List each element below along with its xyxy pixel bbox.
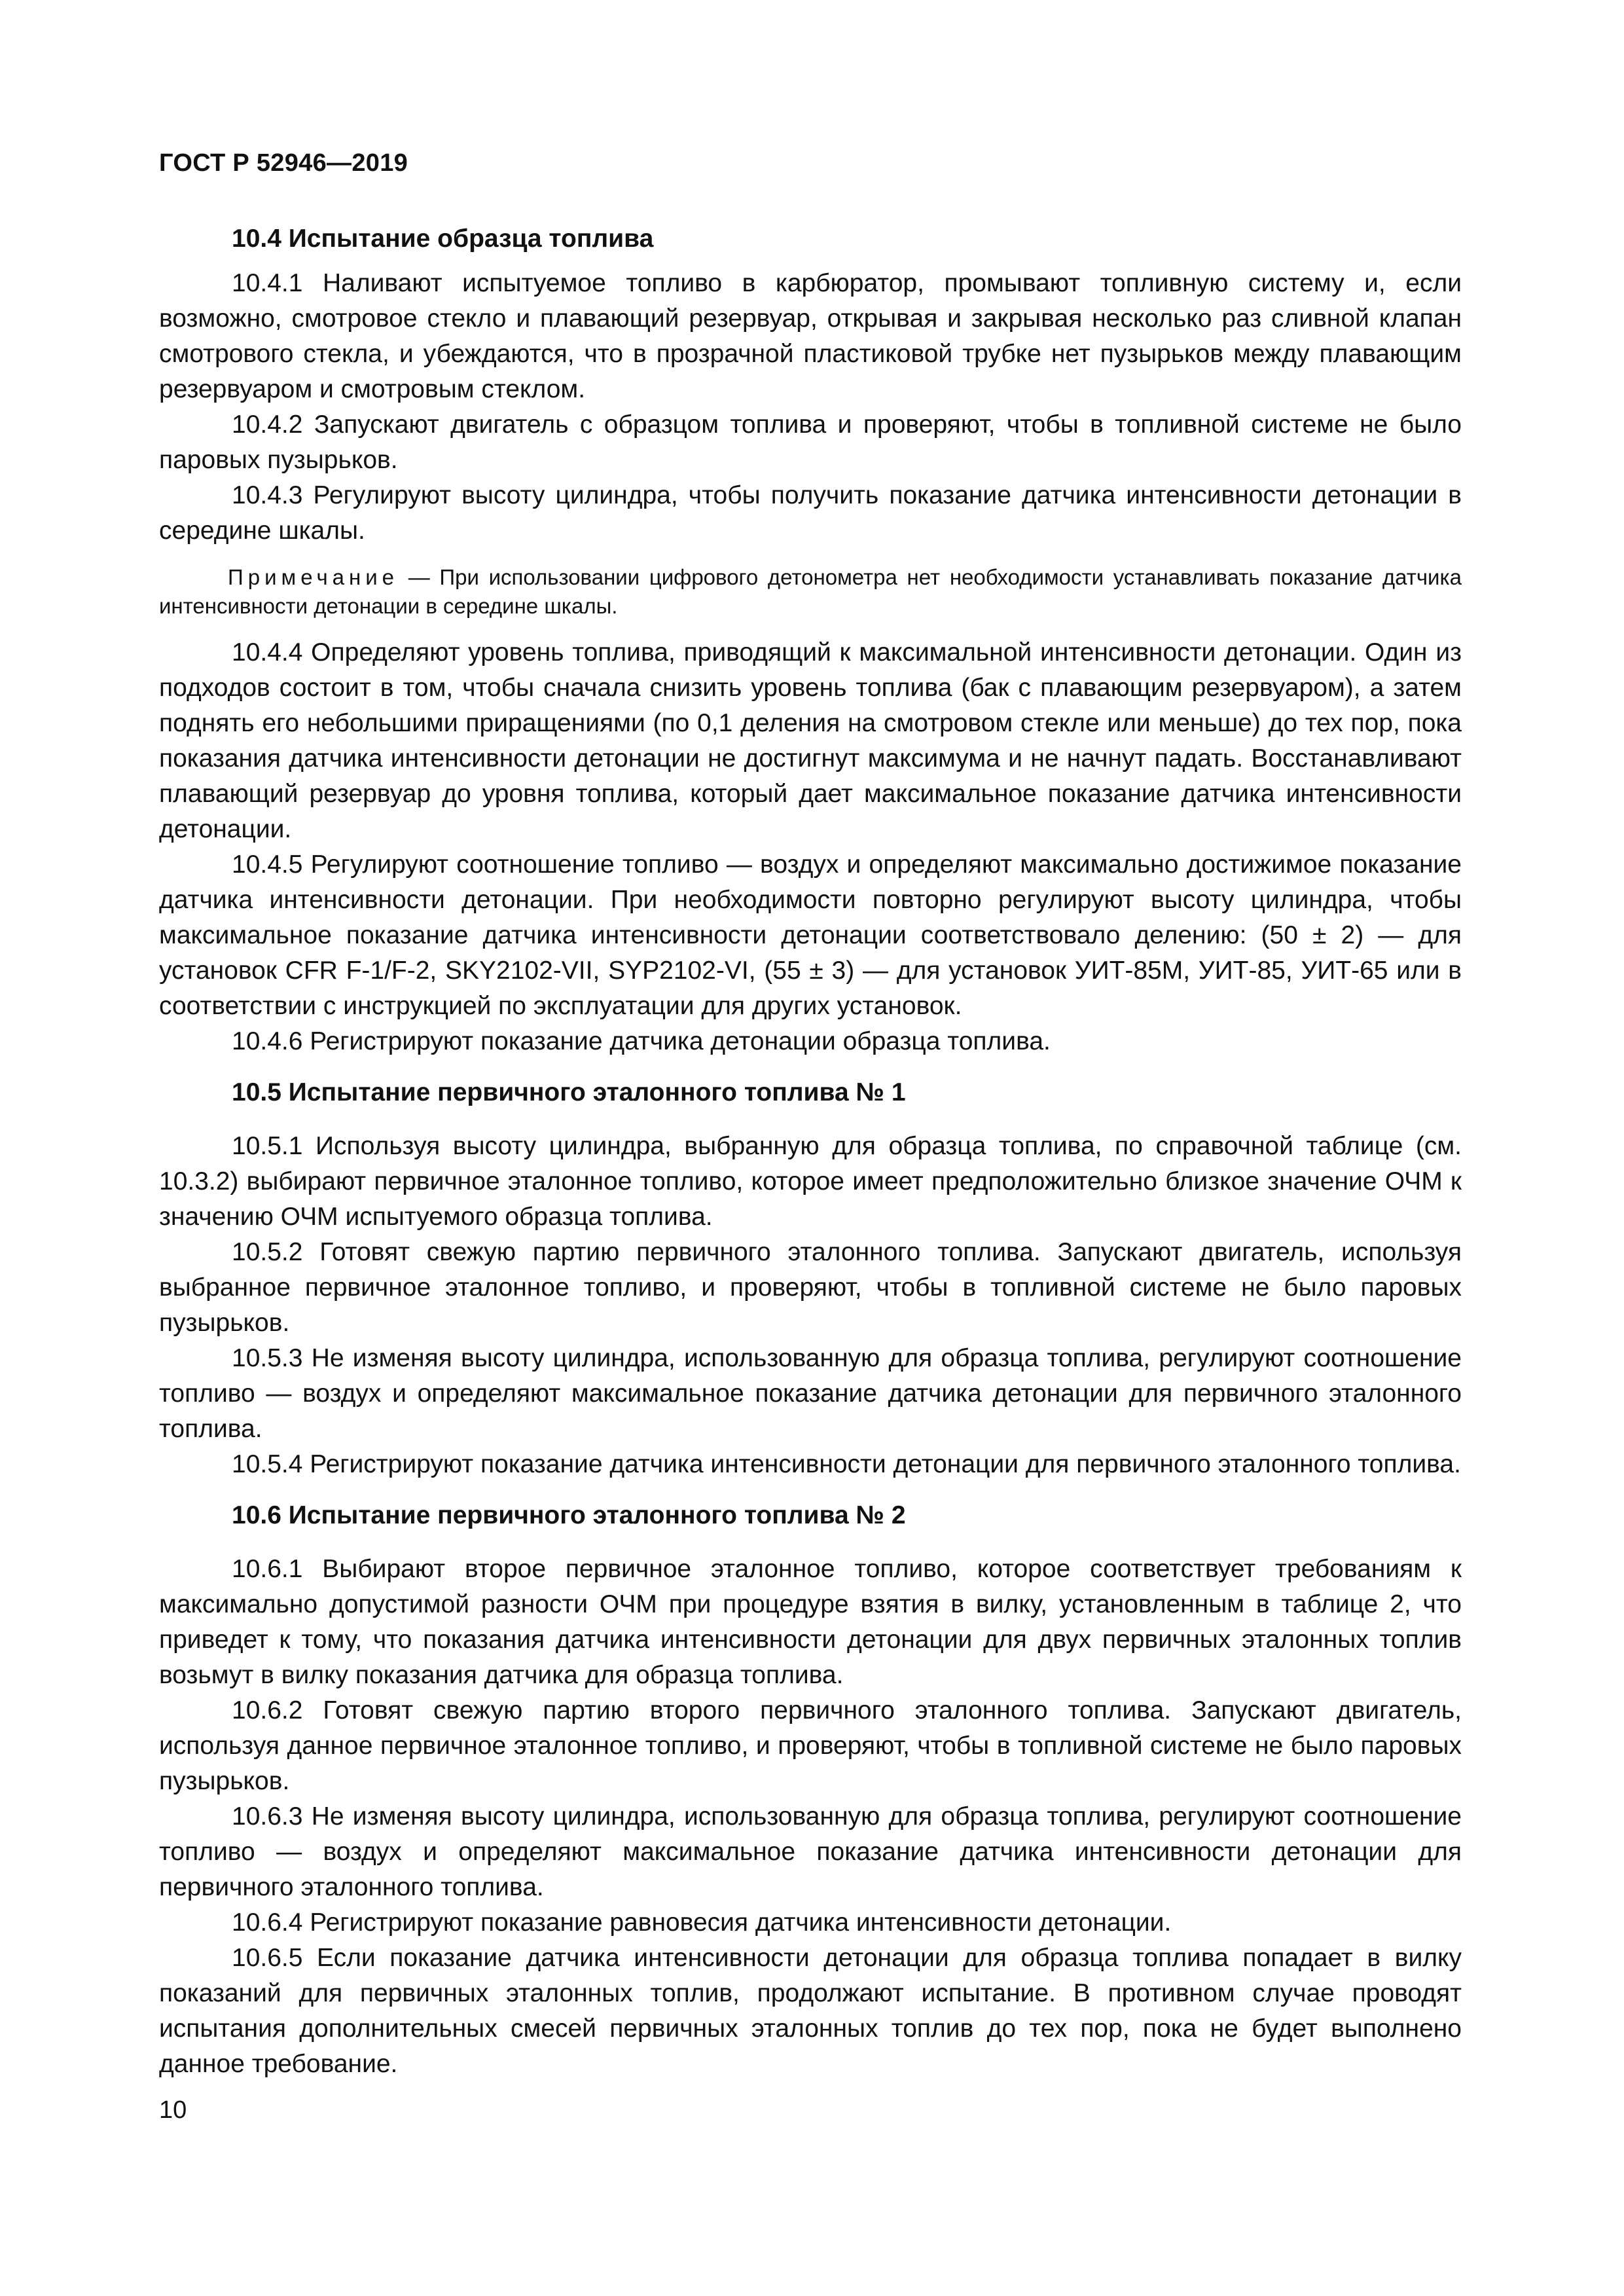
paragraph-10-6-1: 10.6.1 Выбирают второе первичное эталонное топливо, которое соответствует требованиям к максимально допустимой разности ОЧМ при процедуре взятия в вилку, установленным в таблице 2, что приведет к тому, что показания датчика интенсивности детонации для двух первичных эталонных топлив возьмут в вилку показания датчика для образца топлива.	[159, 1555, 1462, 1689]
paragraph-10-4-4: 10.4.4 Определяют уровень топлива, приводящий к максимальной интенсивности детонации. Один из подходов состоит в том, чтобы сначала снизить уровень топлива (бак с плавающим резервуаром), а затем поднять его небольшими приращениями (по 0,1 деления на смотровом стекле или меньше) до тех пор, пока показания датчика интенсивности детонации не достигнут максимума и не начнут падать. Восстанавливают плавающий резервуар до уровня топлива, который дает максимальное показание датчика интенсивности детонации.	[159, 638, 1462, 843]
paragraph-10-4-6: 10.4.6 Регистрируют показание датчика детонации образца топлива.	[232, 1027, 1051, 1055]
note-text: — При использовании цифрового детонометра нет необходимости устанавливать показание датчика интенсивности детонации в середине шкалы.	[159, 565, 1462, 618]
page-number: 10	[159, 2096, 187, 2124]
paragraph-10-4-2: 10.4.2 Запускают двигатель с образцом топлива и проверяют, чтобы в топливной системе не было паровых пузырьков.	[159, 410, 1462, 474]
paragraph-10-5-2: 10.5.2 Готовят свежую партию первичного эталонного топлива. Запускают двигатель, используя выбранное первичное эталонное топливо, и проверяют, чтобы в топливной системе не было паровых пузырьков.	[159, 1238, 1462, 1337]
document-body	[159, 221, 1462, 2082]
note-label: Примечание	[228, 565, 399, 589]
note-paragraph	[159, 563, 1462, 621]
paragraph-10-4-3: 10.4.3 Регулируют высоту цилиндра, чтобы получить показание датчика интенсивности детонации в середине шкалы.	[159, 481, 1462, 545]
paragraph-10-5-1: 10.5.1 Используя высоту цилиндра, выбранную для образца топлива, по справочной таблице (см. 10.3.2) выбирают первичное эталонное топливо, которое имеет предположительно близкое значение ОЧМ к значению ОЧМ испытуемого образца топлива.	[159, 1132, 1462, 1231]
document-header: ГОСТ Р 52946—2019	[159, 149, 408, 177]
section-heading-10-6: 10.6 Испытание первичного эталонного топлива № 2	[232, 1501, 906, 1529]
paragraph-10-6-2: 10.6.2 Готовят свежую партию второго первичного эталонного топлива. Запускают двигатель, используя данное первичное эталонное топливо, и проверяют, чтобы в топливной системе не было паровых пузырьков.	[159, 1696, 1462, 1795]
paragraph-10-4-5: 10.4.5 Регулируют соотношение топливо — воздух и определяют максимально достижимое показание датчика интенсивности детонации. При необходимости повторно регулируют высоту цилиндра, чтобы максимальное показание датчика интенсивности детонации соответствовало делению: (50 ± 2) — для установок CFR F-1/F-2, SKY2102-VII, SYP2102-VI, (55 ± 3) — для установок УИТ-85М, УИТ-85, УИТ-65 или в соответствии с инструкцией по эксплуатации для других установок.	[159, 850, 1462, 1020]
paragraph-10-5-3: 10.5.3 Не изменяя высоту цилиндра, использованную для образца топлива, регулируют соотношение топливо — воздух и определяют максимальное показание датчика детонации для первичного эталонного топлива.	[159, 1344, 1462, 1443]
paragraph-10-4-1: 10.4.1 Наливают испытуемое топливо в карбюратор, промывают топливную систему и, если возможно, смотровое стекло и плавающий резервуар, открывая и закрывая несколько раз сливной клапан смотрового стекла, и убеждаются, что в прозрачной пластиковой трубке нет пузырьков между плавающим резервуаром и смотровым стеклом.	[159, 269, 1462, 403]
section-heading-10-5: 10.5 Испытание первичного эталонного топлива № 1	[232, 1078, 906, 1106]
section-heading-10-4: 10.4 Испытание образца топлива	[232, 225, 654, 253]
paragraph-10-5-4: 10.5.4 Регистрируют показание датчика интенсивности детонации для первичного эталонного топлива.	[232, 1450, 1461, 1478]
paragraph-10-6-5: 10.6.5 Если показание датчика интенсивности детонации для образца топлива попадает в вилку показаний для первичных эталонных топлив, продолжают испытание. В противном случае проводят испытания дополнительных смесей первичных эталонных топлив до тех пор, пока не будет выполнено данное требование.	[159, 1944, 1462, 2078]
paragraph-10-6-3: 10.6.3 Не изменяя высоту цилиндра, использованную для образца топлива, регулируют соотношение топливо — воздух и определяют максимальное показание датчика интенсивности детонации для первичного эталонного топлива.	[159, 1802, 1462, 1901]
paragraph-10-6-4: 10.6.4 Регистрируют показание равновесия датчика интенсивности детонации.	[232, 1908, 1172, 1937]
